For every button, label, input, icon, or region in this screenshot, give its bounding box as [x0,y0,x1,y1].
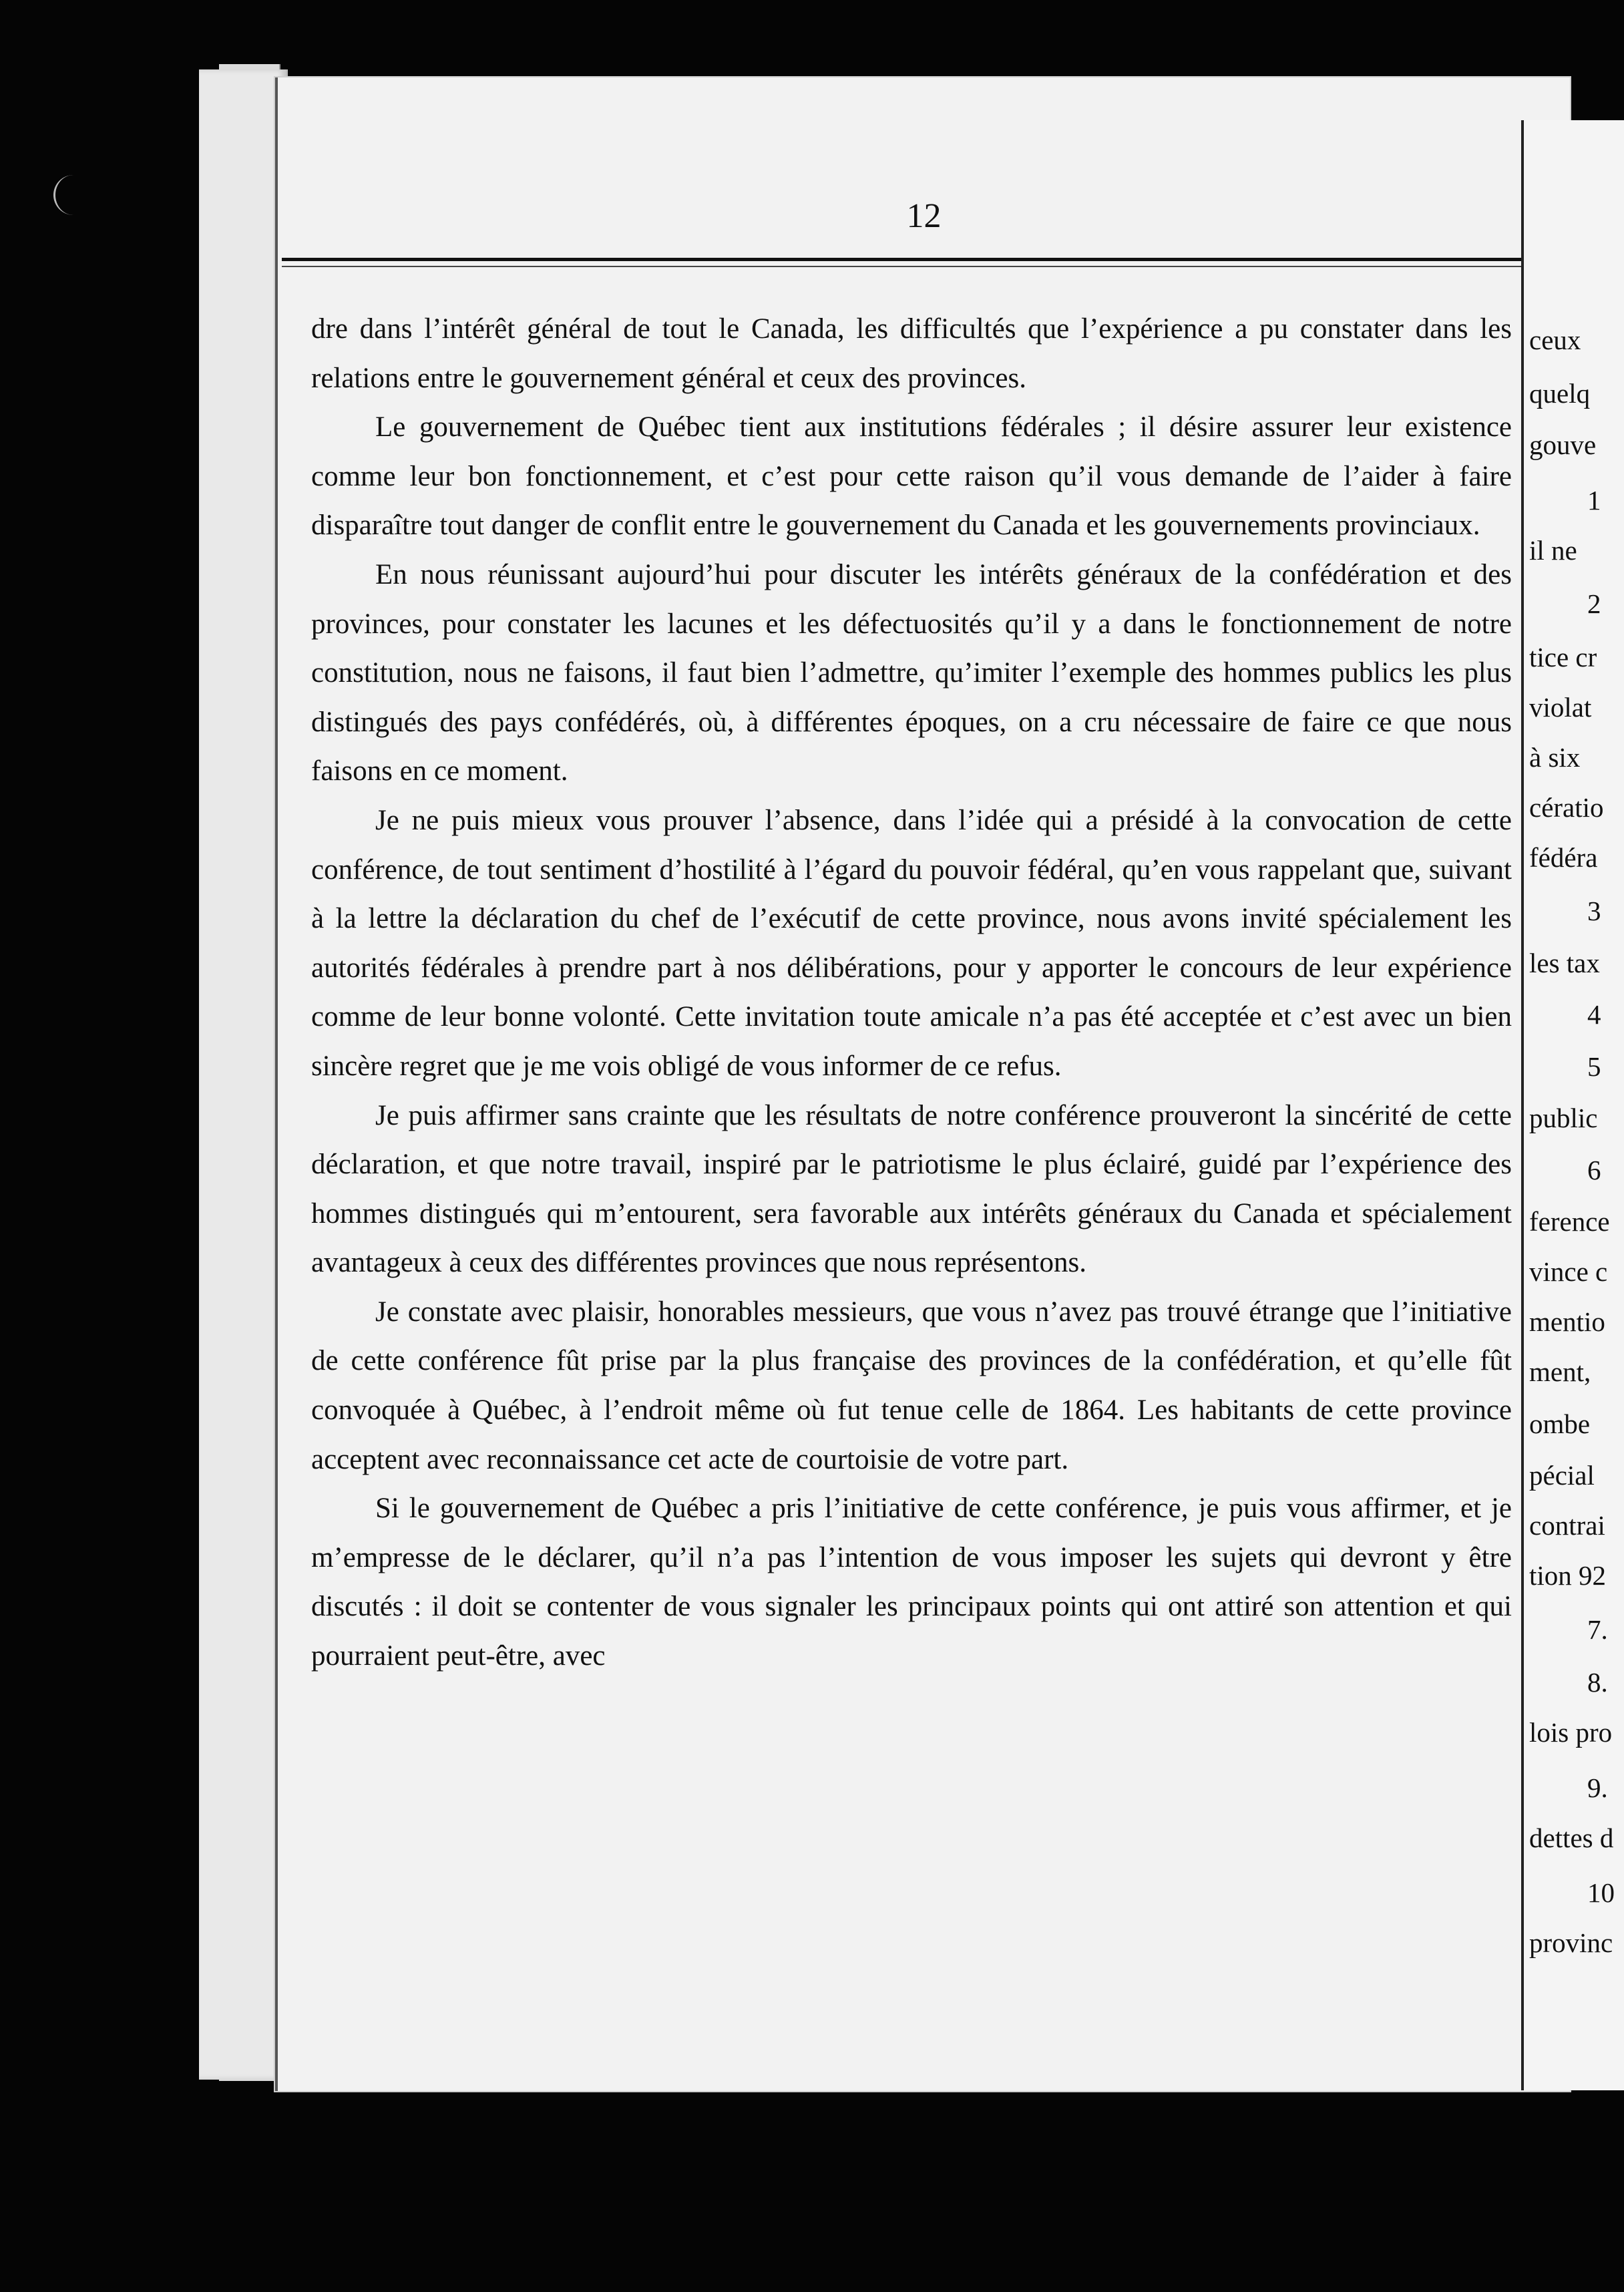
facing-line: ombe [1529,1408,1591,1439]
facing-line: 2 [1587,588,1601,619]
facing-line: pécial [1529,1460,1595,1491]
facing-page [1521,120,1624,2090]
facing-line: violat [1529,692,1592,723]
facing-line: 8. [1587,1667,1608,1698]
facing-line: 1 [1587,485,1601,516]
page-number: 12 [906,197,942,235]
facing-line: 6 [1587,1155,1601,1185]
paragraph: En nous réunissant aujourd’hui pour discuter les intérêts généraux de la confédération et des provinces, pour constater les lacunes et les défectuosités qu’il y a dans le fonctionnement de notre constitution, nous ne faisons, il faut bien l’admettre, qu’imiter l’exemple des hommes publics les plus distingués des pays confédérés, où, à différentes époques, on a cru nécessaire de faire ce que nous faisons en ce moment. [311,558,1512,787]
paragraph: Je ne puis mieux vous prouver l’absence, dans l’idée qui a présidé à la convocation de cette conférence, de tout sentiment d’hostilité à l’égard du pouvoir fédéral, qu’en vous rappelant que, suivant à la lettre la déclaration du chef de l’exécutif de cette province, nous avons invité spécialement les autorités fédérales à prendre part à nos délibérations, pour y apporter le concours de leur expérience comme de leur bonne volonté. Cette invitation toute amicale n’a pas été acceptée et c’est avec un bien sincère regret que je me vois obligé de vous informer de ce refus. [311,804,1512,1082]
facing-line: il ne [1529,535,1577,566]
paragraph: Si le gouvernement de Québec a pris l’initiative de cette conférence, je puis vous affirmer, et je m’empresse de le déclarer, qu’il n’a pas l’intention de vous imposer les sujets qui devront y être discutés : il doit se contenter de vous signaler les principaux points qui ont attiré son attention et qui pourraient peut-être, avec [311,1493,1512,1672]
facing-line: dettes d [1529,1823,1614,1853]
facing-line: à six [1529,742,1581,773]
facing-line: cératio [1529,792,1604,823]
facing-line: ceux [1529,325,1581,355]
facing-line: 7. [1587,1614,1608,1645]
facing-line: 4 [1587,999,1601,1030]
header-rule [282,258,1563,261]
facing-line: lois pro [1529,1717,1613,1748]
facing-line: fédéra [1529,842,1598,873]
facing-line: 10 [1587,1877,1615,1908]
facing-line: 9. [1587,1772,1608,1803]
facing-line: tion 92 [1529,1560,1607,1591]
paragraph: dre dans l’intérêt général de tout le Canada, les difficultés que l’expérience a pu constater dans les relations entre le gouvernement général et ceux des provinces. [311,313,1512,394]
facing-line: vince c [1529,1256,1608,1287]
paragraph: Je constate avec plaisir, honorables messieurs, que vous n’avez pas trouvé étrange que l’initiative de cette conférence fût prise par la plus française des provinces de la confédération, et qu’elle fût convoquée à Québec, à l’endroit même où fut tenue celle de 1864. Les habitants de cette province acceptent avec reconnaissance cet acte de courtoisie de votre part. [311,1296,1512,1475]
margin-mark [53,175,78,215]
facing-line: ment, [1529,1356,1591,1387]
main-page [275,77,1570,2091]
facing-line: provinc [1529,1927,1613,1958]
facing-line: 3 [1587,896,1601,926]
header-rule-thin [282,266,1563,267]
facing-line: tice cr [1529,642,1597,673]
page-body [311,305,1512,1681]
facing-line: 5 [1587,1051,1601,1082]
facing-line: mentio [1529,1306,1605,1337]
paragraph: Le gouvernement de Québec tient aux institutions fédérales ; il désire assurer leur existence comme leur bon fonctionnement, et c’est pour cette raison qu’il vous demande de l’aider à faire disparaître tout danger de conflit entre le gouvernement du Canada et les gouvernements provinciaux. [311,411,1512,542]
facing-line: gouve [1529,429,1597,460]
facing-line: contrai [1529,1510,1605,1541]
facing-line: les tax [1529,948,1600,978]
facing-line: public [1529,1103,1598,1133]
paragraph: Je puis affirmer sans crainte que les résultats de notre conférence prouveront la sincérité de cette déclaration, et que notre travail, inspiré par le patriotisme le plus éclairé, guidé par l’expérience des hommes distingués qui m’entourent, sera favorable aux intérêts généraux du Canada et spécialement avantageux à ceux des différentes provinces que nous représentons. [311,1099,1512,1279]
facing-line: ference [1529,1206,1610,1237]
facing-line: quelq [1529,378,1591,409]
